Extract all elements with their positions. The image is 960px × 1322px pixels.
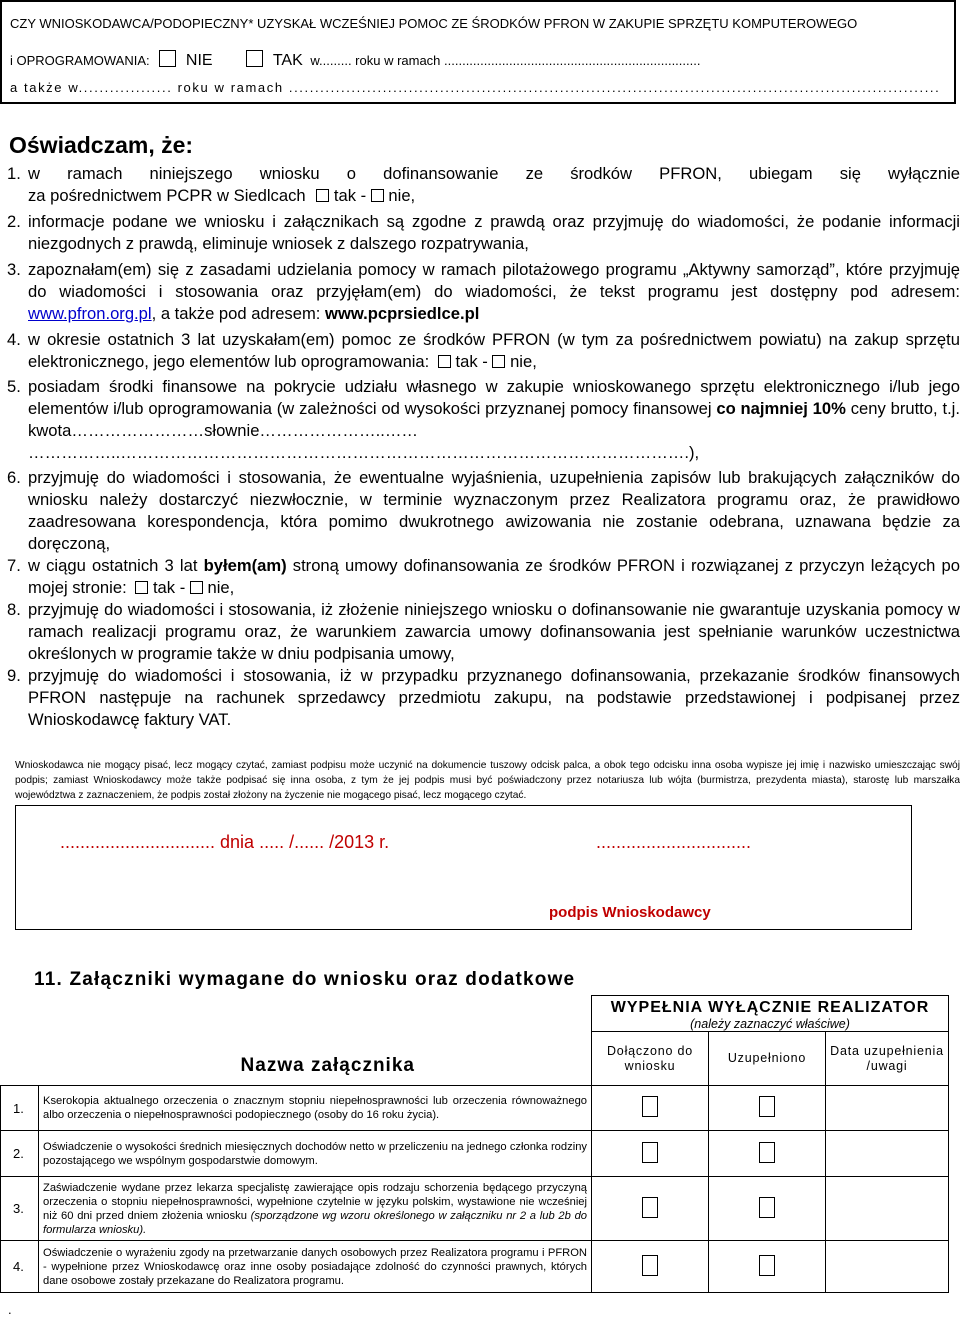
prior-aid-question-cont: i OPROGRAMOWANIA:: [10, 53, 150, 68]
completed-cell: [709, 1086, 826, 1131]
item-number: 6.: [7, 468, 21, 487]
pcpr-address: www.pcprsiedlce.pl: [325, 304, 480, 323]
realizer-subheader: (należy zaznaczyć właściwe): [690, 1017, 850, 1031]
no-label: NIE: [185, 52, 213, 69]
dash: -: [360, 186, 367, 205]
date-notes-field[interactable]: [826, 1241, 949, 1293]
yes-checkbox[interactable]: [316, 189, 329, 202]
completed-checkbox[interactable]: [759, 1255, 775, 1276]
item-text-part: posiadam środki finansowe na pokrycie udziału własnego w zakupie wnioskowanego sprzętu elektronicznego i/lub jego elementów i/lub oprogramowania (w zależności od wysokości przyznanej pomocy finansowej: [28, 377, 960, 418]
attached-checkbox[interactable]: [642, 1255, 658, 1276]
signature-line[interactable]: ...............................: [596, 832, 752, 852]
attachment-name: Kserokopia aktualnego orzeczenia o znacznym stopniu niepełnosprawności lub orzeczenia równoważnego albo orzeczenia o niepełnosprawności podopiecznego (osoby do 16 roku życia).: [39, 1086, 592, 1131]
column-header-attached: Dołączono do wniosku: [592, 1032, 709, 1086]
item-number: 2.: [7, 212, 21, 231]
declaration-item-1: [7, 163, 960, 207]
year-program-field[interactable]: w......... roku w ramach .......................................................................: [310, 53, 701, 68]
declaration-item-3: [7, 259, 960, 325]
attached-cell: [592, 1177, 709, 1241]
item-text: za pośrednictwem PCPR w Siedlcach: [28, 186, 306, 205]
completed-checkbox[interactable]: [759, 1096, 775, 1117]
additional-year-field[interactable]: a także w.................. roku w ramach .............................................................................................................................: [10, 80, 941, 95]
item-text-line2: [28, 185, 960, 207]
date-notes-field[interactable]: [826, 1131, 949, 1177]
item-text-part: , a także pod adresem:: [151, 304, 321, 323]
realizer-header: WYPEŁNIA WYŁĄCZNIE REALIZATOR: [610, 999, 930, 1016]
item-text-part: w ciągu ostatnich 3 lat: [28, 556, 198, 575]
no-checkbox[interactable]: [190, 581, 203, 594]
no-label: nie,: [388, 186, 416, 205]
dash: -: [179, 578, 186, 597]
completed-cell: [709, 1241, 826, 1293]
declaration-item-2: [7, 211, 960, 255]
row-number: 4.: [1, 1241, 39, 1293]
yes-label: tak: [333, 186, 356, 205]
no-checkbox[interactable]: [371, 189, 384, 202]
attachments-heading: 11. Załączniki wymagane do wniosku oraz dodatkowe: [34, 969, 576, 990]
declaration-item-8: [7, 599, 960, 665]
attachment-name-italic: (sporządzone wg wzoru określonego w załączniku nr 2 a lub 2b do formularza wniosku).: [43, 1209, 588, 1236]
item-text: [28, 376, 960, 442]
realizer-header-cell: [592, 996, 949, 1032]
attached-checkbox[interactable]: [642, 1096, 658, 1117]
declaration-heading: Oświadczam, że:: [9, 132, 194, 158]
item-text: w ramach niniejszego wniosku o dofinansowanie ze środków PFRON, ubiegam się wyłącznie: [28, 164, 960, 183]
item-text: [28, 555, 960, 599]
item-text: [28, 329, 960, 373]
yes-label: tak: [152, 578, 176, 597]
dash: -: [482, 352, 488, 371]
attached-cell: [592, 1241, 709, 1293]
column-header-name: Nazwa załącznika: [240, 1055, 415, 1076]
place-date-field[interactable]: ............................... dnia ..... /...... /2013 r.: [60, 832, 390, 852]
illiterate-applicant-note: Wnioskodawca nie mogący pisać, lecz mogący czytać, zamiast podpisu może uczynić na dokumencie tuszowy odcisk palca, a obok tego odcisku inna osoba wypisze jej imię i nazwisko umieszczając swój podpis; zamiast Wnioskodawcy może także podpisać się inna osoba, z tym że jej podpis musi być poświadczony przez notariusza lub wójta (burmistrza, prezydenta miasta), starostę lub marszałka województwa z zaznaczeniem, że podpis został złożony na życzenie nie mogącego pisać, lecz mogącego czytać.: [15, 760, 960, 801]
attachment-name: Oświadczenie o wyrażeniu zgody na przetwarzanie danych osobowych przez Realizatora programu i PFRON - wypełnione przez Wnioskodawcę oraz inne osoby posiadające zdolność do czynności prawnych, których dane osobowe zostały przekazane do Realizatora programu.: [39, 1241, 592, 1293]
attached-cell: [592, 1086, 709, 1131]
attached-cell: [592, 1131, 709, 1177]
declaration-item-5: [7, 376, 960, 464]
item-text-part: stroną umowy dofinansowania ze środków PFRON i rozwiązanej z przyczyn leżących po mojej stronie:: [28, 556, 960, 597]
column-header-date: Data uzupełnienia /uwagi: [826, 1032, 949, 1086]
no-label: nie,: [207, 578, 235, 597]
completed-checkbox[interactable]: [759, 1142, 775, 1163]
column-header-completed: Uzupełniono: [709, 1032, 826, 1086]
item-text: przyjmuję do wiadomości i stosowania, iż w przypadku przyznanego dofinansowania, przekazanie środków finansowych PFRON następuje na rachunek sprzedawcy przedmiotu zakupu, na podstawie przedstawionej i podpisanej przez Wnioskodawcę faktury VAT.: [28, 666, 960, 729]
item-text-part: w okresie ostatnich 3 lat uzyskałam(em) pomoc ze środków PFRON (w tym za pośrednictwem powiatu) na zakup sprzętu elektronicznego, jego elementów lub oprogramowania:: [28, 330, 960, 371]
item-number: 4.: [7, 330, 21, 349]
declaration-item-9: [7, 665, 960, 731]
pfron-link[interactable]: www.pfron.org.pl: [28, 304, 152, 323]
declaration-item-4: [7, 329, 960, 373]
completed-cell: [709, 1131, 826, 1177]
attachment-name: Oświadczenie o wysokości średnich miesięcznych dochodów netto w przeliczeniu na jednego członka rodziny pozostającego we wspólnym gospodarstwie domowym.: [39, 1131, 592, 1177]
item-number: 7.: [7, 556, 21, 575]
yes-checkbox[interactable]: [135, 581, 148, 594]
table-row: [1, 1086, 949, 1131]
item-text-part: zapoznałam(em) się z zasadami udzielania pomocy w ramach pilotażowego programu „Aktywny samorząd”, które przyjmuję do wiadomości i stosowania oraz przyjęłam(em) do wiadomości, że tekst programu jest dostępny pod adresem:: [28, 260, 960, 301]
item-text: informacje podane we wniosku i załącznikach są zgodne z prawdą oraz przyjmuję do wiadomości, że podanie informacji niezgodnych z prawdą, eliminuje wniosek z dalszego rozpatrywania,: [28, 212, 960, 253]
yes-label: TAK: [272, 52, 303, 69]
table-row: [1, 1177, 949, 1241]
attachment-name: [39, 1177, 592, 1241]
no-label: nie,: [510, 352, 537, 371]
attached-checkbox[interactable]: [642, 1197, 658, 1218]
attached-checkbox[interactable]: [642, 1142, 658, 1163]
item-text: przyjmuję do wiadomości i stosowania, iż złożenie niniejszego wniosku o dofinansowanie nie gwarantuje uzyskania pomocy w ramach realizacji programu oraz, że warunkiem zawarcia umowy dofinansowania jest spełnianie warunków uczestnictwa określonych w programie także w dniu podpisania umowy,: [28, 600, 960, 663]
amount-field[interactable]: ceny brutto, t.j. kwota……………………słownie…………………..……: [28, 399, 960, 440]
declaration-item-7: [7, 555, 960, 599]
table-row: [1, 1241, 949, 1293]
date-notes-field[interactable]: [826, 1177, 949, 1241]
item-text-bold: byłem(am): [203, 556, 287, 575]
no-checkbox[interactable]: [492, 355, 505, 368]
yes-label: tak: [455, 352, 478, 371]
row-number: 3.: [1, 1177, 39, 1241]
row-number: 2.: [1, 1131, 39, 1177]
completed-checkbox[interactable]: [759, 1197, 775, 1218]
completed-cell: [709, 1177, 826, 1241]
item-number: 9.: [7, 666, 21, 685]
yes-checkbox[interactable]: [246, 50, 263, 67]
item-text: przyjmuję do wiadomości i stosowania, że ewentualne wyjaśnienia, uzupełnienia zapisów lub brakujących załączników do wniosku należy dostarczyć niezwłocznie, w terminie wyznaczonym przez Realizatora programu oraz, że prawidłowo zaadresowana korespondencja, która pomimo dwukrotnego awizowania nie zostanie odebrana, uznawana będzie za doręczoną,: [28, 468, 960, 553]
footer-mark: .: [8, 1302, 12, 1317]
no-checkbox[interactable]: [159, 50, 176, 67]
amount-words-field[interactable]: ……………..………………………………………………………………………………………….),: [28, 443, 700, 462]
item-text: [28, 259, 960, 325]
column-header-name-cell: [1, 996, 592, 1086]
prior-aid-box: [0, 0, 956, 104]
item-number: 8.: [7, 600, 21, 619]
attachments-table: [0, 995, 949, 1293]
signature-box: [15, 805, 912, 930]
item-text-bold: co najmniej 10%: [716, 399, 846, 418]
item-number: 5.: [7, 377, 21, 396]
prior-aid-options-row: [10, 50, 700, 70]
attachment-name-text: Zaświadczenie wydane przez lekarza specjalistę zawierające opis rodzaju schorzenia będącego przyczyną orzeczenia o stopniu niepełnosprawności, wypełnione czytelnie w języku polskim, wystawione nie wcześniej niż 60 dni przed dniem złożenia wniosku: [43, 1181, 588, 1222]
date-notes-field[interactable]: [826, 1086, 949, 1131]
prior-aid-question: CZY WNIOSKODAWCA/PODOPIECZNY* UZYSKAŁ WCZEŚNIEJ POMOC ZE ŚRODKÓW PFRON W ZAKUPIE SPRZĘTU KOMPUTEROWEGO: [10, 16, 858, 31]
signature-caption: podpis Wnioskodawcy: [549, 904, 711, 921]
yes-checkbox[interactable]: [438, 355, 451, 368]
row-number: 1.: [1, 1086, 39, 1131]
declaration-item-6: [7, 467, 960, 555]
item-number: 1.: [7, 164, 21, 183]
table-row: [1, 1131, 949, 1177]
item-number: 3.: [7, 260, 21, 279]
